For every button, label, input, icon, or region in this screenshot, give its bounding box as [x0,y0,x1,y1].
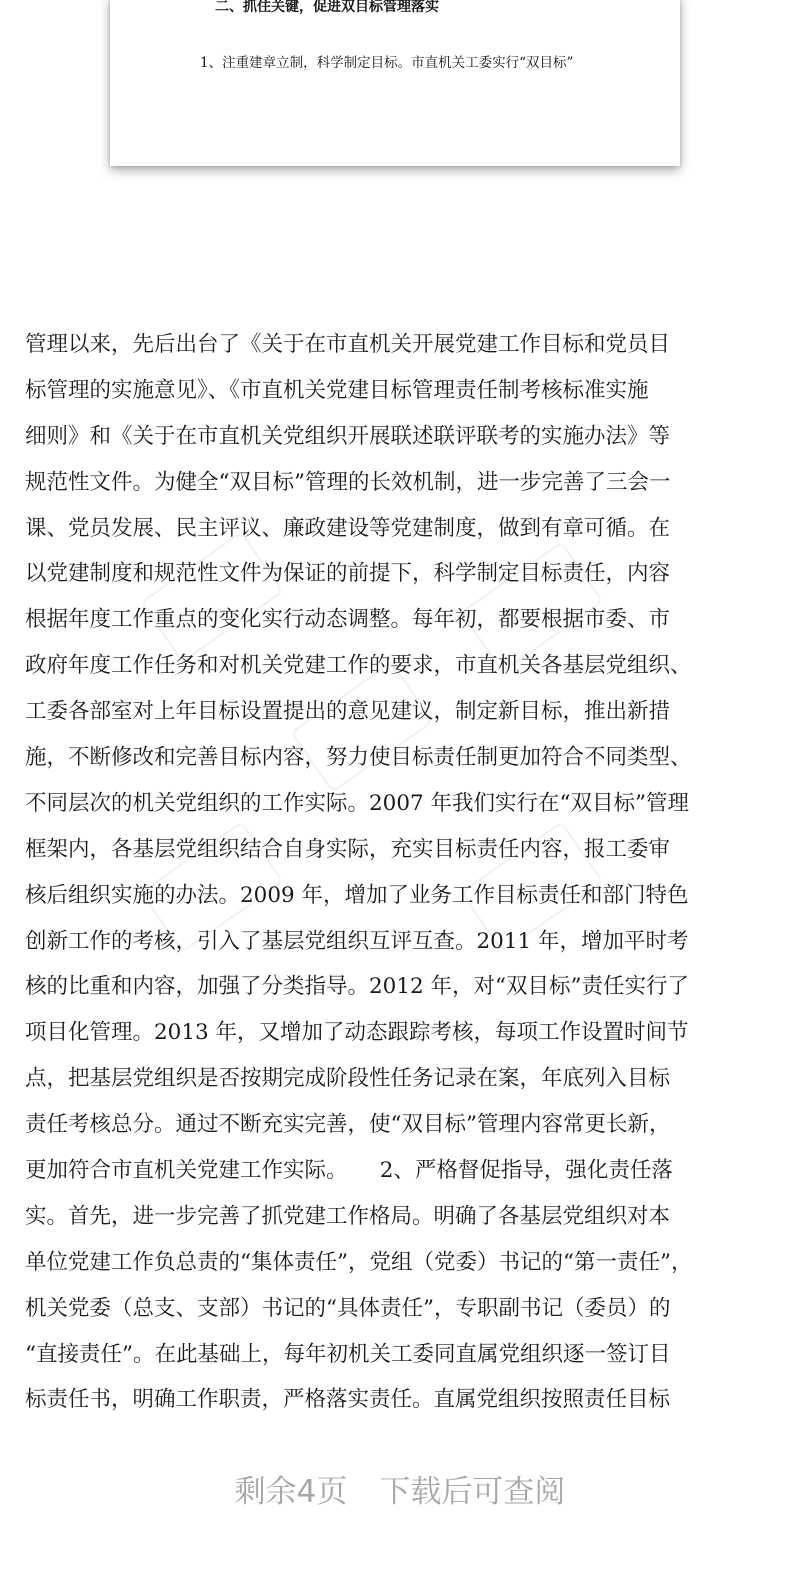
text-line: 机关党委（总支、支部）书记的“具体责任”，专职副书记（委员）的 [25,1295,671,1321]
text-line: 标管理的实施意见》、《市直机关党建目标管理责任制考核标准实施 [25,377,649,403]
text-line: 核的比重和内容，加强了分类指导。2012 年，对“双目标”责任实行了 [25,974,690,1000]
text-line: 施，不断修改和完善目标内容，努力使目标责任制更加符合不同类型、 [25,745,692,771]
text-line: 以党建制度和规范性文件为保证的前提下，科学制定目标责任，内容 [25,561,671,587]
text-line: 更加符合市直机关党建工作实际。 2、严格督促指导，强化责任落 [25,1158,673,1184]
text-line: 框架内，各基层党组织结合自身实际，充实目标责任内容，报工委审 [25,836,671,862]
text-line: “直接责任”。在此基础上，每年初机关工委同直属党组织逐一签订目 [25,1341,671,1367]
text-line: 责任考核总分。通过不断充实完善，使“双目标”管理内容常更长新， [25,1112,671,1138]
text-line: 不同层次的机关党组织的工作实际。2007 年我们实行在“双目标”管理 [25,790,690,816]
text-line: 项目化管理。2013 年，又增加了动态跟踪考核，每项工作设置时间节 [25,1020,689,1046]
text-line: 根据年度工作重点的变化实行动态调整。每年初，都要根据市委、市 [25,607,671,633]
section-heading: 二、抓住关键，促进双目标管理落实 [215,0,439,15]
text-line: 细则》和《关于在市直机关党组织开展联述联评联考的实施办法》等 [25,423,671,449]
download-prompt[interactable] [0,1466,800,1511]
remaining-pages-label: 剩余4页 [234,1474,348,1510]
text-line: 管理以来，先后出台了《关于在市直机关开展党建工作目标和党员目 [25,332,671,357]
text-line: 标责任书，明确工作职责，严格落实责任。直属党组织按照责任目标 [25,1387,671,1413]
text-line: 创新工作的考核，引入了基层党组织互评互查。2011 年，增加平时考 [25,928,689,954]
document-body [25,322,775,1423]
document-preview-card [110,0,680,166]
download-to-view-label: 下载后可查阅 [379,1474,566,1510]
text-line: 政府年度工作任务和对机关党建工作的要求，市直机关各基层党组织、 [25,653,692,679]
text-line: 工委各部室对上年目标设置提出的意见建议，制定新目标，推出新措 [25,699,671,725]
text-line: 点，把基层党组织是否按期完成阶段性任务记录在案，年底列入目标 [25,1066,671,1092]
text-line: 核后组织实施的办法。2009 年，增加了业务工作目标责任和部门特色 [25,882,689,908]
text-line: 实。首先，进一步完善了抓党建工作格局。明确了各基层党组织对本 [25,1203,671,1229]
text-line: 规范性文件。为健全“双目标”管理的长效机制，进一步完善了三会一 [25,469,671,495]
text-line: 单位党建工作负总责的“集体责任”，党组（党委）书记的“第一责任”， [25,1249,693,1275]
preview-first-line: 1、注重建章立制，科学制定目标。市直机关工委实行“双目标” [200,55,574,71]
text-line: 课、党员发展、民主评议、廉政建设等党建制度，做到有章可循。在 [25,515,671,541]
